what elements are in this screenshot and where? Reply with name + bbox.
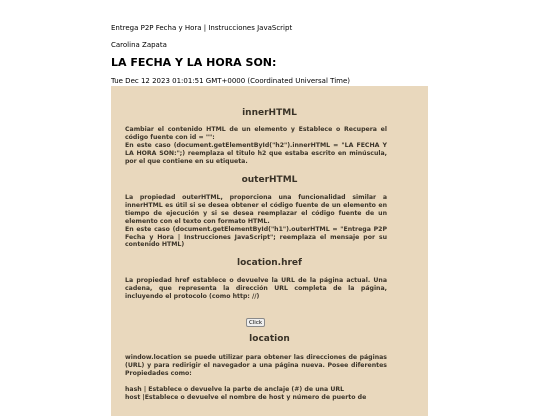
- paragraph: La propiedad outerHTML, proporciona una funcionalidad similar a innerHTML es útil si se desea obtener el código fuente de un elemento en tiempo de ejecución y si se desea reemplazar el código fuente de un elemento con el texto con formato HTML.: [125, 194, 387, 225]
- section-title-location-href: location.href: [237, 258, 302, 268]
- section-body-outerhtml: [125, 194, 387, 249]
- section-title-innerhtml: innerHTML: [242, 108, 297, 118]
- page-heading-text: Entrega P2P Fecha y Hora | Instrucciones JavaScript: [111, 24, 293, 32]
- paragraph: En este caso (document.getElementById("h2").innerHTML = "LA FECHA Y LA HORA SON:";) reemplaza el titulo h2 que estaba escrito en minúscula, por el que contiene en su etiqueta.: [125, 141, 387, 165]
- section-title-location: location: [249, 334, 290, 344]
- paragraph: En este caso (document.getElementById("h1").outerHTML = "Entrega P2P Fecha y Hora | Instrucciones JavaScript"; reemplaza el mensaje por su contenido HTML): [125, 225, 387, 249]
- spacer: [125, 378, 387, 386]
- paragraph: Cambiar el contenido HTML de un elemento y Establece o Recupera el código fuente con id = "":: [125, 126, 387, 141]
- section-body-innerhtml: [125, 126, 387, 166]
- instructions-panel: [111, 86, 428, 416]
- section-title-outerhtml: outerHTML: [241, 175, 298, 185]
- paragraph: La propiedad href establece o devuelve la URL de la página actual. Una cadena, que representa la dirección URL completa de la página, incluyendo el protocolo (como http: //): [125, 277, 387, 300]
- section-body-location-href: [125, 277, 387, 301]
- paragraph: window.location se puede utilizar para obtener las direcciones de páginas (URL) y para redirigir el navegador a una página nueva. Posee diferentes Propiedades como:: [125, 354, 387, 377]
- paragraph: hash | Establece o devuelve la parte de anclaje (#) de una URL: [125, 385, 345, 393]
- author-name: Carolina Zapata: [111, 41, 167, 49]
- datetime-value: Tue Dec 12 2023 01:01:51 GMT+0000 (Coordinated Universal Time): [111, 77, 351, 85]
- click-button[interactable]: Click: [246, 318, 265, 327]
- paragraph: host |Establece o devuelve el nombre de host y número de puerto de: [125, 393, 367, 401]
- section-body-location: [125, 354, 387, 402]
- datetime-title: LA FECHA Y LA HORA SON:: [111, 56, 277, 69]
